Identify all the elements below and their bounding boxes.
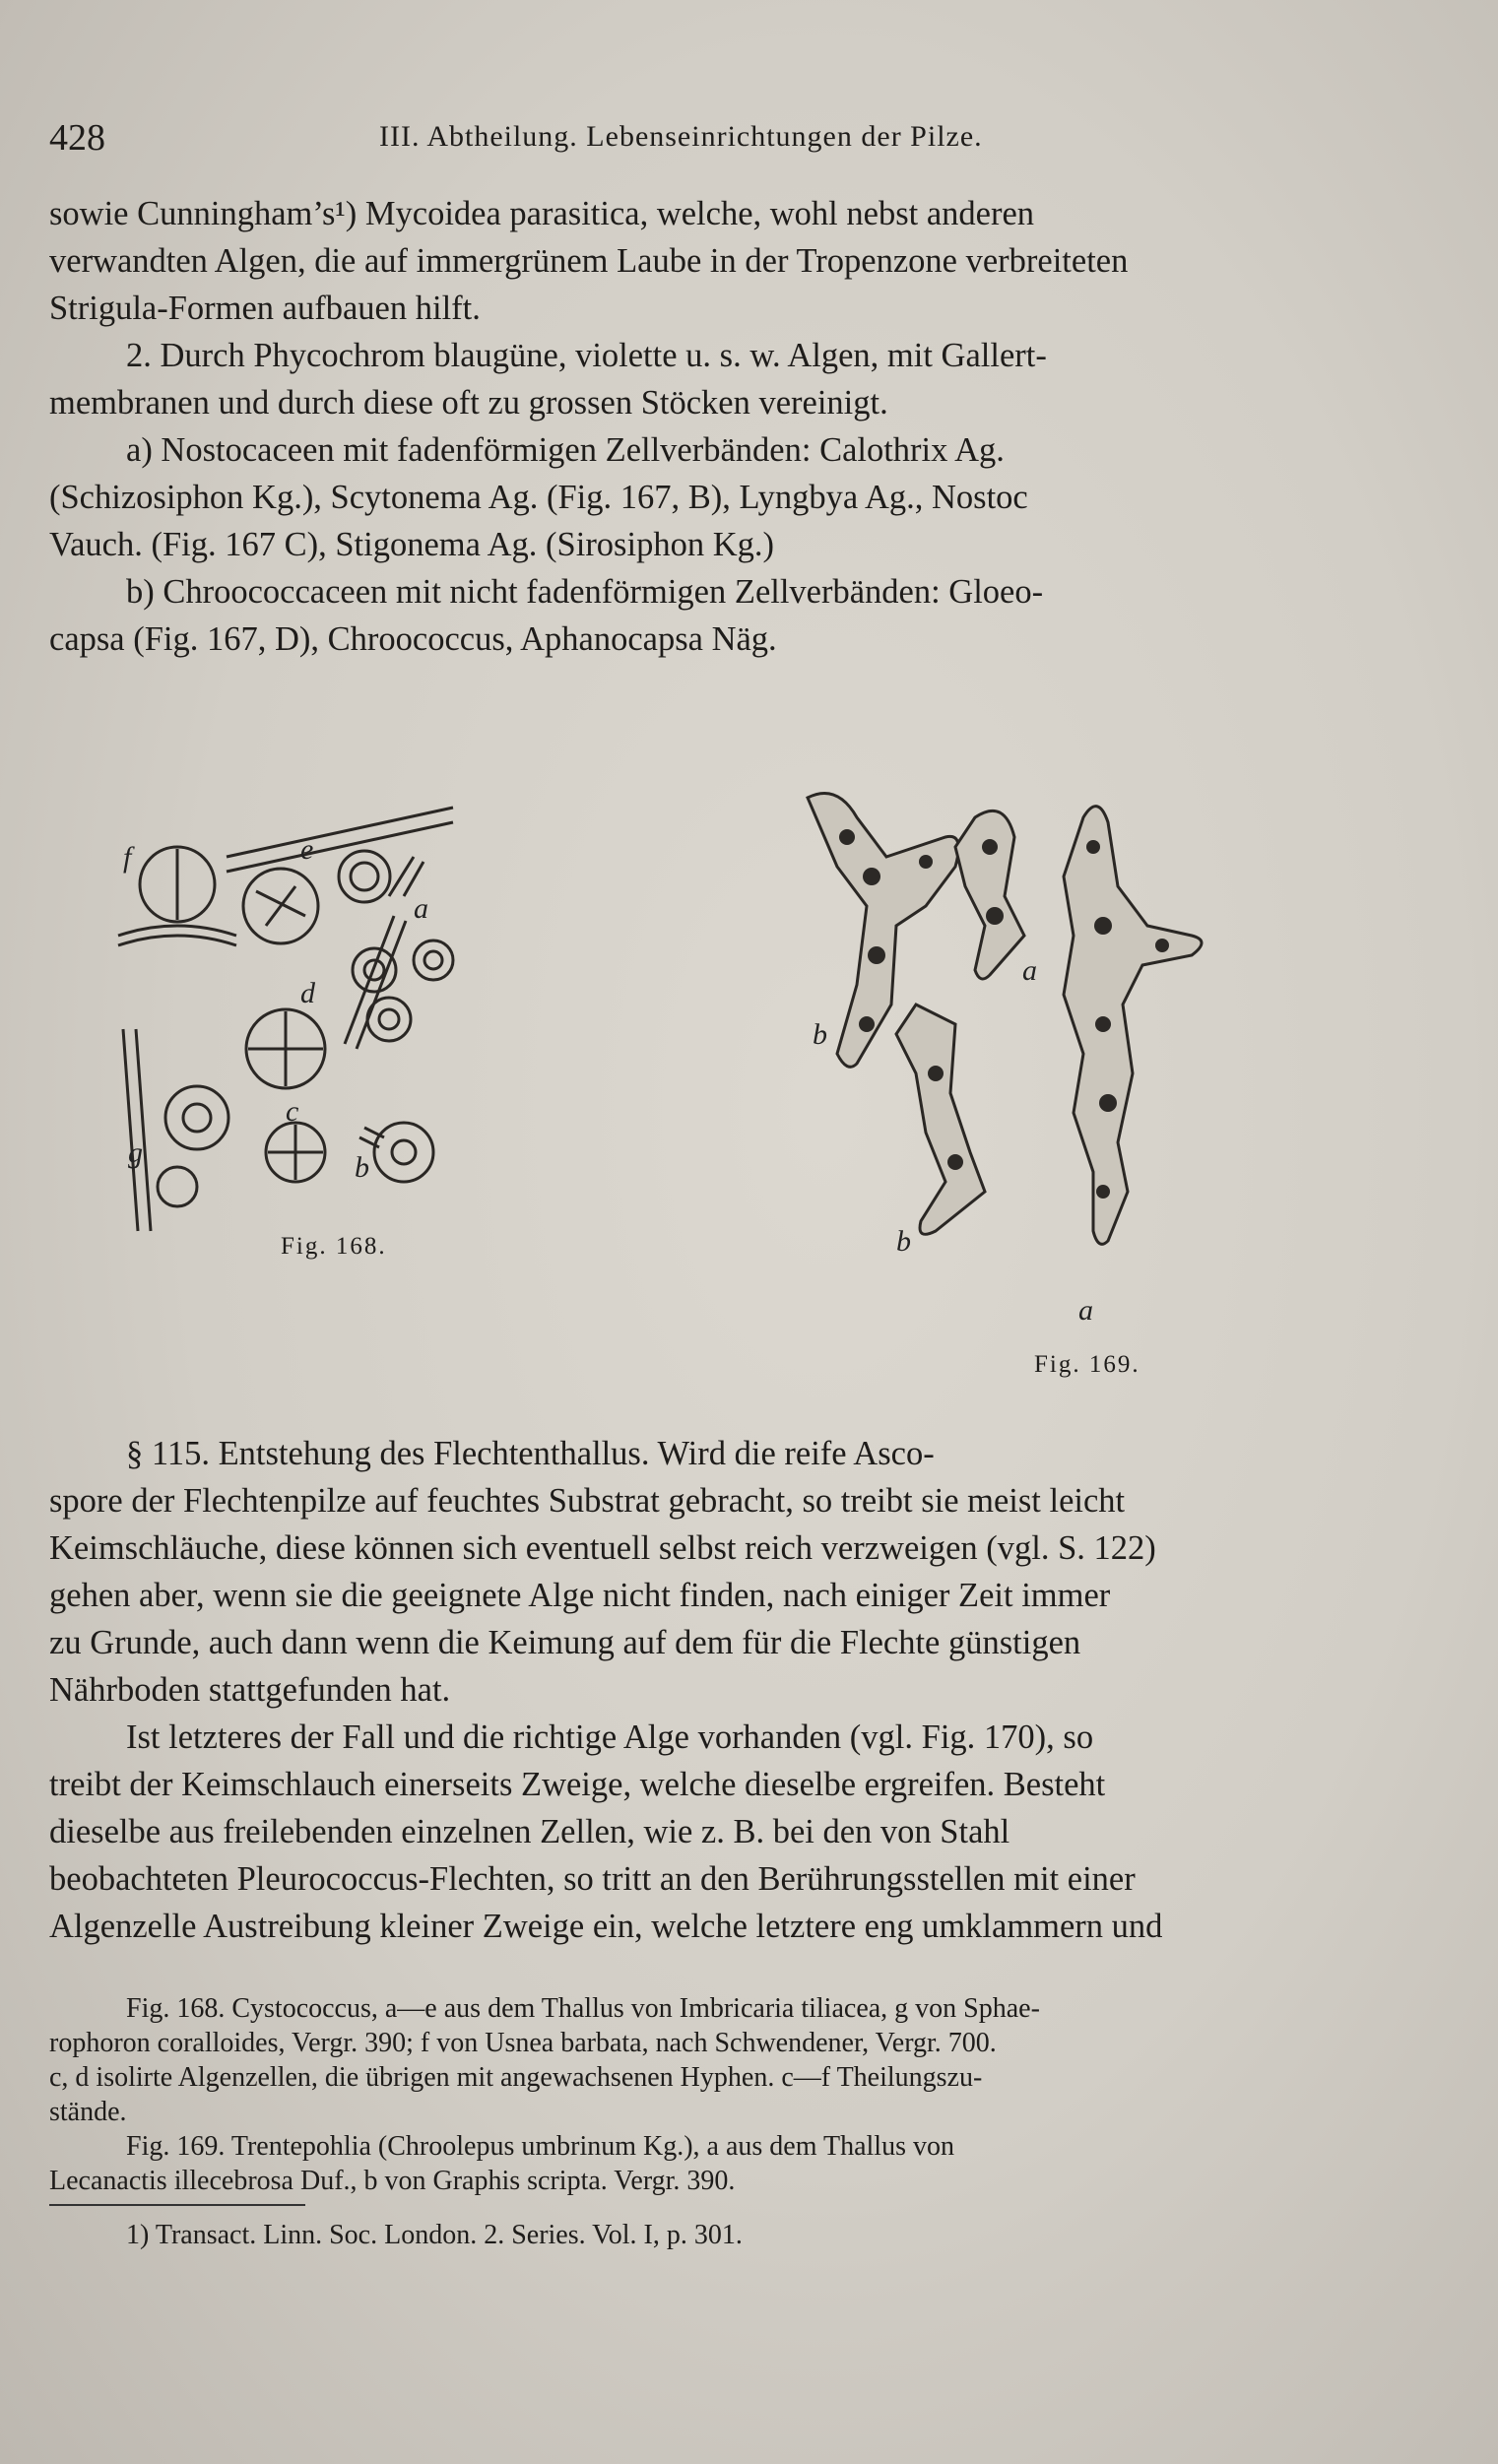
text-line: Keimschläuche, diese können sich eventuell selbst reich verzweigen (vgl. S. 122) [49,1529,1156,1567]
footnote-divider [49,2204,305,2206]
text-line: verwandten Algen, die auf immergrünem Laube in der Tropenzone verbreiteten [49,242,1129,280]
caption-line: Lecanactis illecebrosa Duf., b von Graphis scripta. Vergr. 390. [49,2166,736,2196]
label-c: c [286,1095,299,1128]
text-line: zu Grunde, auch dann wenn die Keimung auf dem für die Flechte günstigen [49,1624,1081,1661]
text-line: treibt der Keimschlauch einerseits Zweige, welche dieselbe ergreifen. Besteht [49,1766,1106,1803]
label-e: e [300,833,314,866]
figures-area [98,778,1408,1408]
caption-line: Fig. 168. Cystococcus, a—e aus dem Thallus von Imbricaria tiliacea, g von Sphae- [126,1993,1040,2024]
figure-169-caption: Fig. 169. [1034,1351,1140,1378]
top-text-block [49,190,1408,663]
text-line: a) Nostocaceen mit fadenförmigen Zellverbänden: Calothrix Ag. [126,431,1005,469]
text-line: Algenzelle Austreibung kleiner Zweige ein, welche letztere eng umklammern und [49,1908,1163,1945]
page-header [49,116,1408,175]
label-d: d [300,977,315,1009]
running-head: III. Abtheilung. Lebenseinrichtungen der Pilze. [379,120,983,153]
label-b: b [355,1151,369,1184]
footnote: 1) Transact. Linn. Soc. London. 2. Series. Vol. I, p. 301. [126,2220,743,2250]
text-line: 2. Durch Phycochrom blaugüne, violette u. s. w. Algen, mit Gallert- [126,337,1047,374]
caption-line: rophoron coralloides, Vergr. 390; f von Usnea barbata, nach Schwendener, Vergr. 700. [49,2028,997,2058]
label-f: f [123,841,132,874]
label-a: a [1078,1294,1093,1327]
label-g: g [128,1136,143,1169]
text-line: spore der Flechtenpilze auf feuchtes Substrat gebracht, so treibt sie meist leicht [49,1482,1126,1520]
label-b: b [896,1225,911,1258]
caption-line: Fig. 169. Trentepohlia (Chroolepus umbrinum Kg.), a aus dem Thallus von [126,2131,954,2162]
text-line: capsa (Fig. 167, D), Chroococcus, Aphanocapsa Näg. [49,620,777,658]
text-line: Vauch. (Fig. 167 C), Stigonema Ag. (Sirosiphon Kg.) [49,526,774,563]
text-line: Strigula-Formen aufbauen hilft. [49,290,481,327]
label-b: b [813,1018,827,1051]
bottom-text-block [49,1430,1408,1950]
text-line: Nährboden stattgefunden hat. [49,1671,451,1709]
text-line: Ist letzteres der Fall und die richtige Alge vorhanden (vgl. Fig. 170), so [126,1718,1094,1756]
text-line: beobachteten Pleurococcus-Flechten, so tritt an den Berührungsstellen mit einer [49,1860,1136,1898]
text-line: b) Chroococcaceen mit nicht fadenförmigen Zellverbänden: Gloeo- [126,573,1044,611]
caption-line: c, d isolirte Algenzellen, die übrigen mit angewachsenen Hyphen. c—f Theilungszu- [49,2062,983,2093]
figure-168-illustration [108,798,542,1251]
text-line: sowie Cunningham’s¹) Mycoidea parasitica, welche, wohl nebst anderen [49,195,1035,232]
section-heading-line: § 115. Entstehung des Flechtenthallus. Wird die reife Asco- [126,1435,935,1472]
text-line: membranen und durch diese oft zu grossen Stöcken vereinigt. [49,384,888,421]
text-line: gehen aber, wenn sie die geeignete Alge nicht finden, nach einiger Zeit immer [49,1577,1111,1614]
figure-captions-and-footnotes [49,1991,1408,2252]
label-a: a [414,892,428,925]
figure-168-caption: Fig. 168. [281,1233,387,1260]
text-line: dieselbe aus freilebenden einzelnen Zellen, wie z. B. bei den von Stahl [49,1813,1010,1850]
page-number: 428 [49,117,105,159]
caption-line: stände. [49,2097,127,2127]
text-line: (Schizosiphon Kg.), Scytonema Ag. (Fig. 167, B), Lyngbya Ag., Nostoc [49,479,1028,516]
label-a: a [1022,954,1037,987]
figure-169-illustration [778,778,1467,1359]
